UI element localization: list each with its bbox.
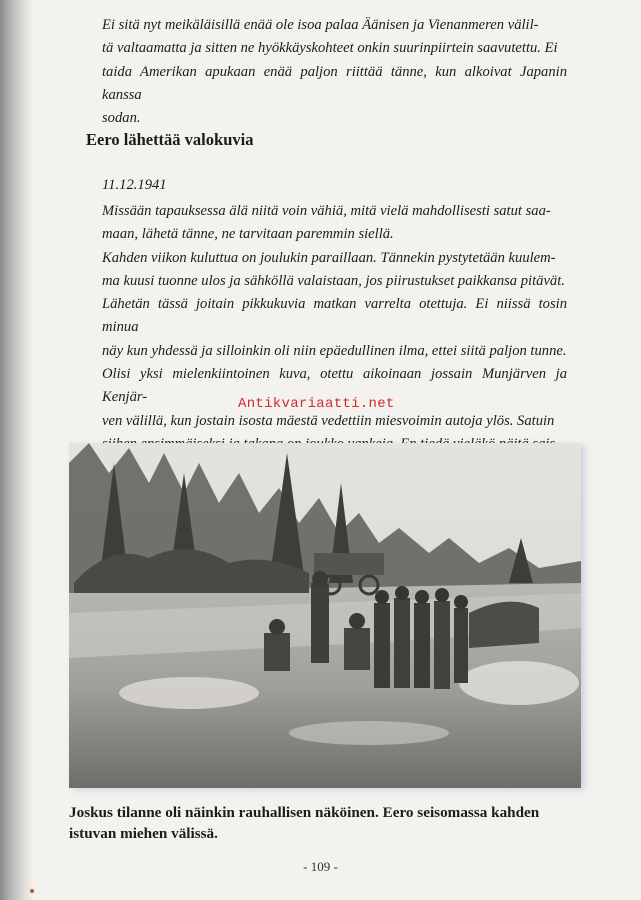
text-line: ven välillä, kun jostain isosta mäestä vedettiin miesvoimin autoja ylös. Satuin xyxy=(102,412,555,429)
caption-line: istuvan miehen välissä. xyxy=(69,825,218,842)
text-line: Kahden viikon kuluttua on joulukin paraillaan. Tännekin pystytetään kuulem- xyxy=(102,249,556,266)
text-line: ma kuusi tuonne ulos ja sähköllä valaistaan, jos piirustukset paikkansa pitävät. xyxy=(102,272,565,289)
text-line: näy kun yhdessä ja silloinkin oli niin epäedullinen ilma, ettei siitä paljon tunne. xyxy=(102,342,567,359)
text-line: Ei sitä nyt meikäläisillä enää ole isoa palaa Äänisen ja Vienanmeren välil- xyxy=(102,17,539,33)
text-line: tä valtaamatta ja sitten ne hyökkäyskohteet onkin suurinpiirtein saavutettu. Ei xyxy=(102,40,558,57)
letter-date: 11.12.1941 xyxy=(102,177,167,193)
caption-line: Joskus tilanne oli näinkin rauhallisen näköinen. Eero seisomassa kahden xyxy=(69,804,540,821)
book-spine-shadow xyxy=(0,0,34,900)
text-line: sodan. xyxy=(102,110,141,127)
intro-paragraph xyxy=(102,14,567,130)
scan-mark xyxy=(30,889,34,893)
photo-soldiers-resting xyxy=(69,443,581,788)
text-line: taida Amerikan apukaan enää paljon riittää tänne, kun alkoivat Japanin kanssa xyxy=(102,63,567,103)
watermark-text: Antikvariaatti.net xyxy=(238,396,395,412)
letter-body xyxy=(102,200,567,480)
photo-caption xyxy=(69,802,589,844)
text-line: Lähetän tässä joitain pikkukuvia matkan varrelta otettuja. Ei niissä tosin minua xyxy=(102,296,567,336)
section-heading: Eero lähettää valokuvia xyxy=(86,130,254,149)
text-line: maan, lähetä tänne, ne tarvitaan paremmin siellä. xyxy=(102,226,394,243)
text-line: Missään tapauksessa älä niitä voin vähiä, mitä vielä mahdollisesti satut saa- xyxy=(102,203,551,219)
page-number: - 109 - xyxy=(303,859,338,874)
historical-photo xyxy=(69,443,581,788)
text-line: Olisi yksi mielenkiintoinen kuva, otettu aikoinaan jossain Munjärven ja Kenjär- xyxy=(102,366,567,406)
